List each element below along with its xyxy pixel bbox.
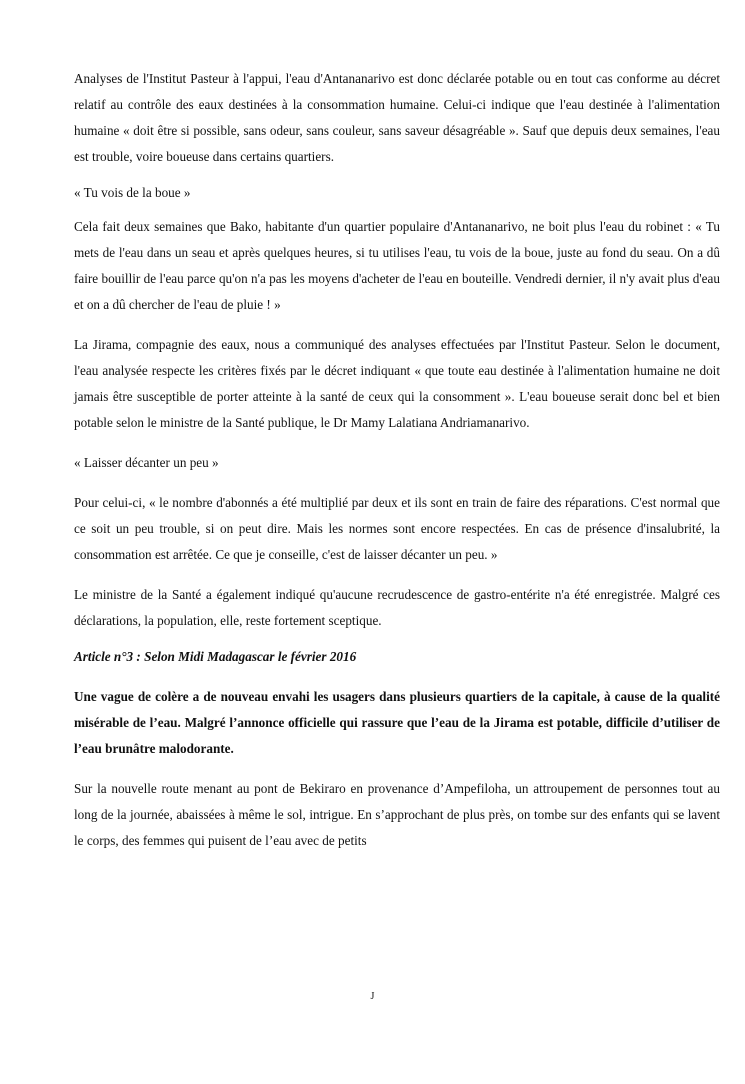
paragraph-minister-quote: Pour celui-ci, « le nombre d'abonnés a été multiplié par deux et ils sont en train de faire des réparations. C'est normal que ce soit un peu trouble, si on peut dire. Mais les normes sont encore respectées. En cas de présence d'insalubrité, la consommation est arrêtée. Ce que je conseille, c'est de laisser décanter un peu. » (74, 495, 720, 562)
page-number: J (370, 991, 375, 1002)
article-3-heading: Article n°3 : Selon Midi Madagascar le février 2016 (74, 649, 357, 664)
paragraph-bako-testimony: Cela fait deux semaines que Bako, habitante d'un quartier populaire d'Antananarivo, ne boit plus l'eau du robinet : « Tu mets de l'eau dans un seau et après quelques heures, si tu utilises l'eau, tu vois de la boue, juste au fond du seau. On a dû faire bouillir de l'eau parce qu'on n'a pas les moyens d'acheter de l'eau en bouteille. Vendredi dernier, il n'y avait plus d'eau et on a dû chercher de l'eau de pluie ! » (74, 219, 720, 312)
paragraph-bekiraro: Sur la nouvelle route menant au pont de Bekiraro en provenance d’Ampefiloha, un attroupement de personnes tout au long de la journée, abaissées à même le sol, intrigue. En s’approchant de plus près, on tombe sur des enfants qui se lavent le corps, des femmes qui puisent de l’eau avec de petits (74, 781, 720, 848)
article-3-lead: Une vague de colère a de nouveau envahi les usagers dans plusieurs quartiers de la capitale, à cause de la qualité misérable de l’eau. Malgré l’annonce officielle qui rassure que l’eau de la Jirama est potable, difficile d’utiliser de l’eau brunâtre malodorante. (74, 689, 720, 756)
subheading-boue: « Tu vois de la boue » (74, 185, 191, 200)
subheading-decanter: « Laisser décanter un peu » (74, 455, 219, 470)
paragraph-jirama-analyses: La Jirama, compagnie des eaux, nous a communiqué des analyses effectuées par l'Institut Pasteur. Selon le document, l'eau analysée respecte les critères fixés par le décret indiquant « que toute eau destinée à l'alimentation humaine ne doit jamais être susceptible de porter atteinte à la santé de ceux qui la consomment ». L'eau boueuse serait donc bel et bien potable selon le ministre de la Santé publique, le Dr Mamy Lalatiana Andriamanarivo. (74, 337, 720, 430)
paragraph-pasteur-analysis: Analyses de l'Institut Pasteur à l'appui, l'eau d'Antananarivo est donc déclarée potable ou en tout cas conforme au décret relatif au contrôle des eaux destinées à la consommation humaine. Celui-ci indique que l'eau destinée à l'alimentation humaine « doit être si possible, sans odeur, sans couleur, sans saveur désagréable ». Sauf que depuis deux semaines, l'eau est trouble, voire boueuse dans certains quartiers. (74, 71, 720, 164)
paragraph-gastro: Le ministre de la Santé a également indiqué qu'aucune recrudescence de gastro-entérite n'a été enregistrée. Malgré ces déclarations, la population, elle, reste fortement sceptique. (74, 587, 720, 628)
document-page (74, 66, 720, 854)
